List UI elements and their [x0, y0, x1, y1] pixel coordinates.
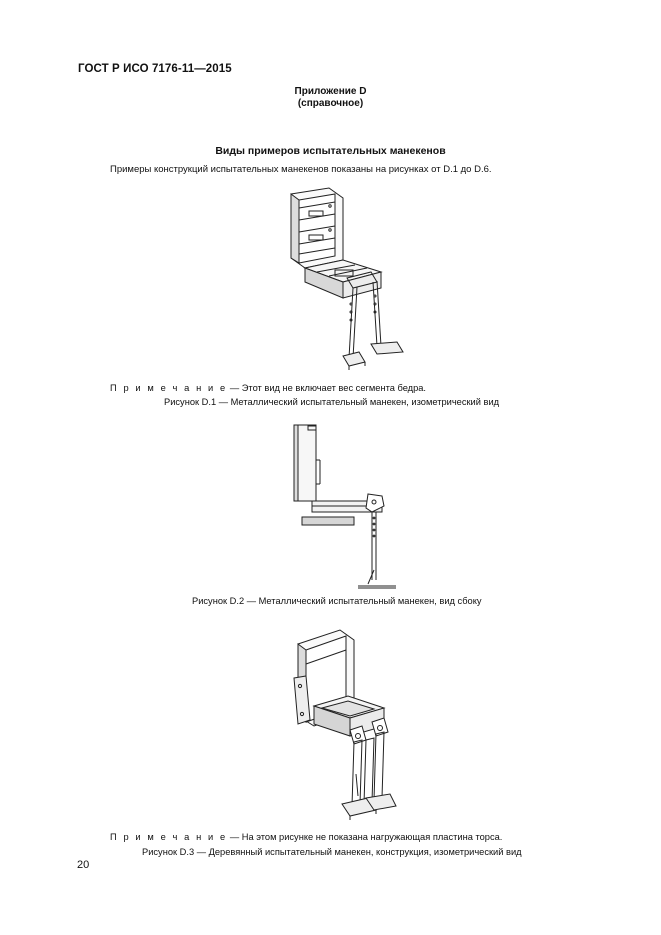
- figure-d1-caption: Рисунок D.1 — Металлический испытательный манекен, изометрический вид: [164, 397, 500, 407]
- document-header: ГОСТ Р ИСО 7176-11—2015: [78, 63, 232, 75]
- page-number: 20: [77, 859, 90, 871]
- figure-d2-drawing: [288, 420, 403, 592]
- figure-d3-caption: Рисунок D.3 — Деревянный испытательный манекен, конструкция, изометрический вид: [142, 847, 522, 857]
- note-text: — Этот вид не включает вес сегмента бедра.: [227, 383, 427, 393]
- intro-paragraph: Примеры конструкций испытательных манекенов показаны на рисунках от D.1 до D.6.: [110, 164, 492, 175]
- note-label: П р и м е ч а н и е: [110, 383, 228, 393]
- figure-d1-note: [110, 383, 426, 393]
- figure-d3-drawing: [288, 624, 408, 826]
- section-title: Виды примеров испытательных манекенов: [215, 145, 446, 157]
- figure-d1-drawing: [285, 186, 415, 374]
- note-text: — На этом рисунке не показана нагружающая пластина торса.: [227, 832, 503, 842]
- figure-d2-caption: Рисунок D.2 — Металлический испытательный манекен, вид сбоку: [192, 596, 482, 606]
- annex-title: Приложение D: [294, 86, 367, 97]
- figure-d3-note: [110, 832, 502, 842]
- note-label: П р и м е ч а н и е: [110, 832, 228, 842]
- annex-subtitle: (справочное): [297, 98, 364, 109]
